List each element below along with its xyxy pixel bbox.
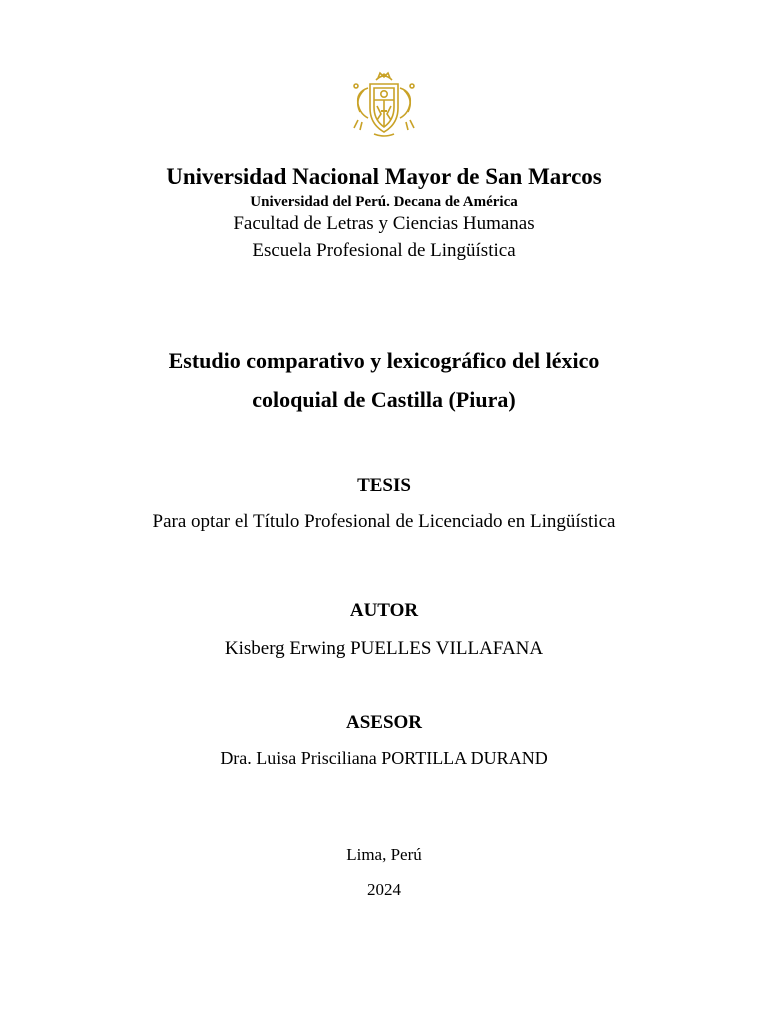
thesis-title-line-1: Estudio comparativo y lexicográfico del léxico — [168, 348, 600, 373]
advisor-name: Dra. Luisa Prisciliana PORTILLA DURAND — [220, 748, 548, 768]
thesis-heading: TESIS — [357, 475, 411, 496]
thesis-title-line-2: coloquial de Castilla (Piura) — [252, 387, 516, 412]
faculty-name: Facultad de Letras y Ciencias Humanas — [233, 213, 535, 234]
university-seal-icon — [348, 70, 420, 138]
university-subtitle: Universidad del Perú. Decana de América — [250, 194, 518, 210]
year: 2024 — [367, 880, 401, 899]
university-name: Universidad Nacional Mayor de San Marcos — [166, 164, 602, 189]
author-name: Kisberg Erwing PUELLES VILLAFANA — [224, 638, 544, 659]
school-name: Escuela Profesional de Lingüística — [252, 240, 516, 261]
author-heading: AUTOR — [349, 600, 419, 621]
place: Lima, Perú — [346, 845, 422, 864]
advisor-heading: ASESOR — [345, 712, 423, 733]
thesis-purpose: Para optar el Título Profesional de Licenciado en Lingüística — [152, 511, 616, 532]
